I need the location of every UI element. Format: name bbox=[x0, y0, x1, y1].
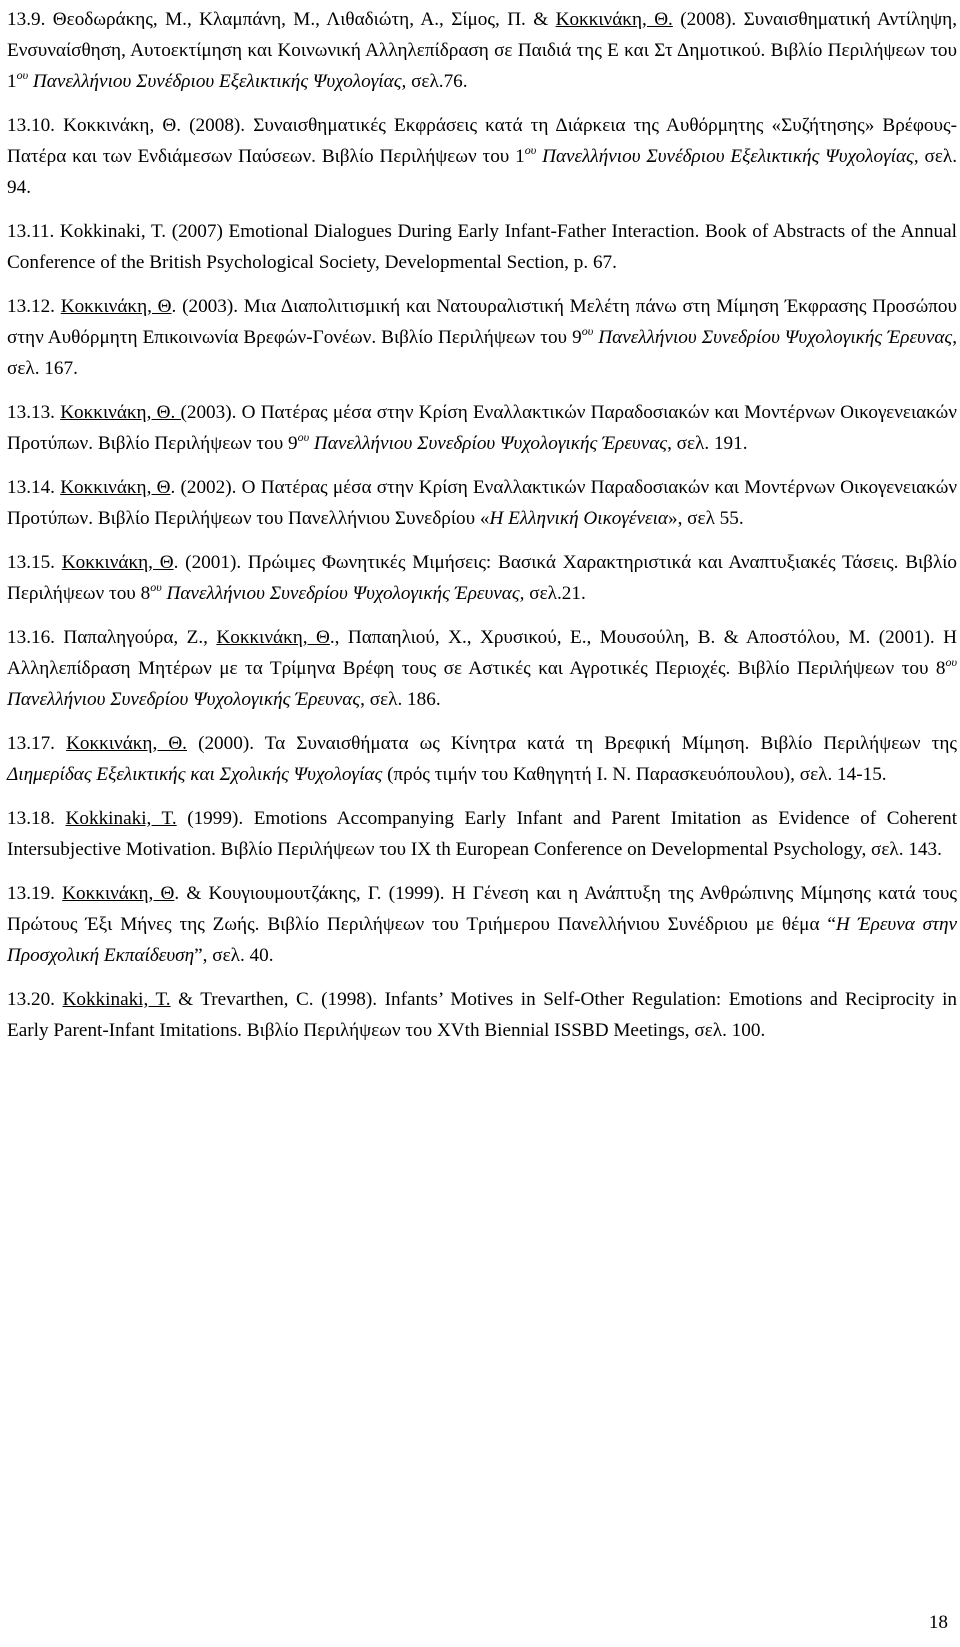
reference-text: Πανελλήνιου Συνέδριου Εξελικτικής Ψυχολογίας, bbox=[28, 71, 407, 92]
superscript-text: ου bbox=[150, 580, 162, 594]
reference-text: 13.18. bbox=[7, 808, 66, 829]
superscript-text: ου bbox=[524, 143, 537, 157]
reference-text: . (2001). Πρώιμες Φωνητικές Μιμήσεις: Βασικά Χαρακτηριστικά και Αναπτυξιακές Τάσεις. Βιβλίο Περιλήψεων του 8 bbox=[7, 552, 957, 604]
reference-text: Διημερίδας Εξελικτικής και Σχολικής Ψυχολογίας bbox=[7, 764, 383, 785]
reference-text: Πανελλήνιου Συνέδριου Εξελικτικής Ψυχολογίας bbox=[536, 146, 914, 167]
reference-text: 13.13. bbox=[7, 402, 61, 423]
reference-entry bbox=[7, 728, 957, 790]
reference-text: Κοκκινάκη, Θ. bbox=[555, 9, 673, 30]
reference-entry bbox=[7, 803, 957, 865]
reference-text: Κοκκινάκη, Θ bbox=[61, 552, 174, 573]
reference-entry bbox=[7, 110, 957, 203]
reference-text: 2003). Ο Πατέρας μέσα στην Κρίση Εναλλακτικών Παραδοσιακών και Μοντέρνων Οικογενειακών Προτύπων. Βιβλίο Περιλήψεων του 9 bbox=[7, 402, 957, 454]
reference-text: (1999). Emotions Accompanying Early Infant and Parent Imitation as Evidence of Coherent Intersubjective Motivation. Βιβλίο Περιλήψεων του IX th European Conference on Developmental Psychology, σελ. 143. bbox=[7, 808, 958, 860]
reference-text: Kokkinaki, T. bbox=[62, 989, 171, 1010]
reference-text: ., Παπαηλιού, Χ., Χρυσικού, Ε., Μουσούλη, Β. & Αποστόλου, Μ. (2001). Η Αλληλεπίδραση Μητέρων με τα Τρίμηνα Βρέφη τους σε Αστικές και Αγροτικές Περιοχές. Βιβλίο Περιλήψεων του 8 bbox=[7, 627, 957, 679]
reference-text: Κοκκινάκη, Θ bbox=[62, 883, 175, 904]
reference-text: 13.15. bbox=[7, 552, 62, 573]
reference-text: 13.20. bbox=[7, 989, 63, 1010]
reference-text: . (2003). Μια Διαπολιτισμική και Νατουραλιστική Μελέτη πάνω στη Μίμηση Έκφρασης Προσώπου στην Αυθόρμητη Επικοινωνία Βρεφών-Γονέων. Βιβλίο Περιλήψεων του 9 bbox=[7, 296, 958, 348]
reference-text: Πανελλήνιου Συνεδρίου Ψυχολογικής Έρευνας bbox=[7, 689, 361, 710]
reference-text: », σελ 55. bbox=[667, 508, 744, 529]
reference-text: 13.19. bbox=[7, 883, 63, 904]
reference-text: 13.12. bbox=[7, 296, 61, 317]
reference-text: 13.16. Παπαληγούρα, Ζ., bbox=[7, 627, 217, 648]
reference-text: , σελ. 167. bbox=[7, 327, 957, 379]
reference-text: Πανελλήνιου Συνεδρίου Ψυχολογικής Έρευνας bbox=[309, 433, 668, 454]
superscript-text: ου bbox=[945, 655, 957, 669]
reference-text: 13.14. bbox=[7, 477, 61, 498]
reference-text: Κοκκινάκη, Θ bbox=[60, 296, 172, 317]
reference-text: , σελ. 186. bbox=[360, 689, 441, 710]
reference-entry bbox=[7, 878, 957, 971]
reference-entry bbox=[7, 216, 957, 278]
superscript-text: ου bbox=[581, 324, 594, 338]
reference-text: . (2002). Ο Πατέρας μέσα στην Κρίση Εναλλακτικών Παραδοσιακών και Μοντέρνων Οικογενειακών Προτύπων. Βιβλίο Περιλήψεων του Πανελλήνιου Συνεδρίου « bbox=[7, 477, 957, 529]
superscript-text: ου bbox=[297, 430, 310, 444]
reference-text: (2000). Τα Συναισθήματα ως Κίνητρα κατά τη Βρεφική Μίμηση. Βιβλίο Περιλήψεων της bbox=[186, 733, 958, 754]
reference-entry bbox=[7, 547, 957, 609]
reference-entry bbox=[7, 4, 957, 97]
reference-text: (πρός τιμήν του Καθηγητή Ι. Ν. Παρασκευόπουλου), σελ. 14-15. bbox=[382, 764, 887, 785]
reference-text: 13.11. Kokkinaki, T. (2007) Emotional Dialogues During Early Infant-Father Interaction. Book of Abstracts of the Annual Conference of the British Psychological Society, Developmental Section, p. 67. bbox=[7, 221, 957, 273]
reference-text: Κοκκινάκη, Θ bbox=[60, 477, 171, 498]
reference-text: & Trevarthen, C. (1998). Infants’ Motives in Self-Other Regulation: Emotions and Reciprocity in Early Parent-Infant Imitations. Βιβλίο Περιλήψεων του XVth Biennial ISSBD Meetings, σελ. 100. bbox=[7, 989, 958, 1041]
reference-text: σελ.21. bbox=[524, 583, 586, 604]
reference-text: σελ.76. bbox=[406, 71, 468, 92]
reference-entry bbox=[7, 622, 957, 715]
reference-text: , σελ. 191. bbox=[667, 433, 748, 454]
reference-text: . & Κουγιουμουτζάκης, Γ. (1999). Η Γένεση και η Ανάπτυξη της Ανθρώπινης Μίμησης κατά τους Πρώτους Έξι Μήνες της Ζωής. Βιβλίο Περιλήψεων του Τριήμερου Πανελλήνιου Συνέδριου με θέμα “ bbox=[7, 883, 957, 935]
reference-text: Κοκκινάκη, Θ. bbox=[66, 733, 187, 754]
reference-entry bbox=[7, 397, 957, 459]
reference-text: (2008). Συναισθηματική Αντίληψη, Ενσυναίσθηση, Αυτοεκτίμηση και Κοινωνική Αλληλεπίδραση σε Παιδιά της Ε και Στ Δημοτικού. Βιβλίο Περιλήψεων του 1 bbox=[7, 9, 957, 92]
reference-entry bbox=[7, 291, 957, 384]
reference-text: Πανελλήνιου Συνεδρίου Ψυχολογικής Έρευνας bbox=[593, 327, 953, 348]
reference-text: Κοκκινάκη, Θ. ( bbox=[60, 402, 187, 423]
reference-text: 13.10. Κοκκινάκη, Θ. (2008). Συναισθηματικές Εκφράσεις κατά τη Διάρκεια της Αυθόρμητης «Συζήτησης» Βρέφους-Πατέρα και των Ενδιάμεσων Παύσεων. Βιβλίο Περιλήψεων του 1 bbox=[7, 115, 957, 167]
reference-entry bbox=[7, 984, 957, 1046]
reference-text: Πανελλήνιου Συνεδρίου Ψυχολογικής Έρευνας, bbox=[161, 583, 525, 604]
reference-text: Η Ελληνική Οικογένεια bbox=[489, 508, 668, 529]
reference-text: 13.17. bbox=[7, 733, 67, 754]
reference-entry bbox=[7, 472, 957, 534]
reference-text: 13.9. Θεοδωράκης, Μ., Κλαμπάνη, Μ., Λιθαδιώτη, Α., Σίμος, Π. & bbox=[7, 9, 556, 30]
reference-text: ”, σελ. 40. bbox=[194, 945, 274, 966]
reference-text: Kokkinaki, T. bbox=[65, 808, 177, 829]
reference-text: , σελ. 94. bbox=[7, 146, 957, 198]
reference-text: Η Έρευνα στην Προσχολική Εκπαίδευση bbox=[7, 914, 958, 966]
reference-list bbox=[7, 4, 957, 1059]
superscript-text: ου bbox=[16, 68, 29, 82]
reference-text: Κοκκινάκη, Θ bbox=[216, 627, 330, 648]
page-number: 18 bbox=[928, 1612, 948, 1633]
